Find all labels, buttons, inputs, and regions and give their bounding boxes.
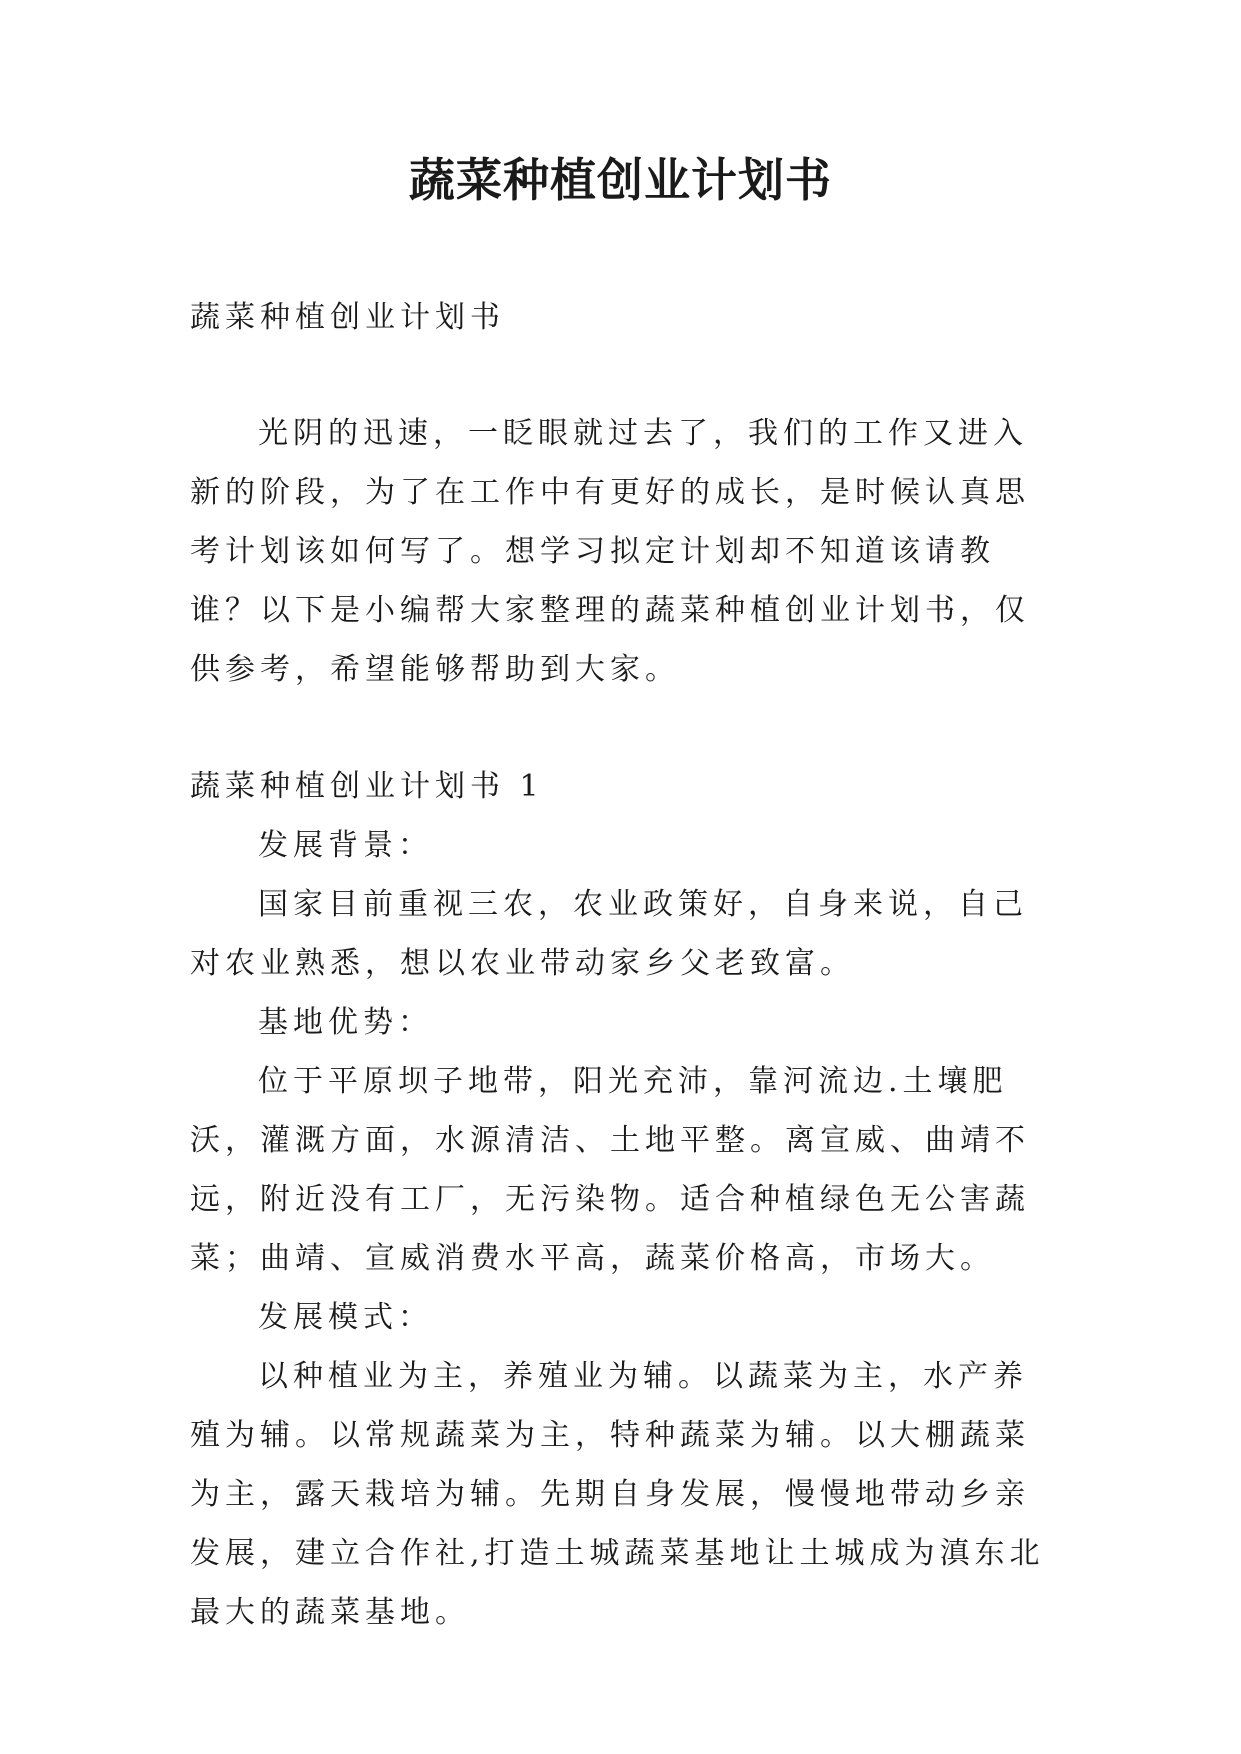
document-subtitle: 蔬菜种植创业计划书 — [190, 300, 505, 335]
paragraph-background-heading: 发展背景： — [258, 828, 433, 863]
section-title: 蔬菜种植创业计划书 1 — [190, 769, 544, 804]
intro-paragraph: 光阴的迅速，一眨眼就过去了，我们的工作又进入新的阶段，为了在工作中有更好的成长，是时候认真思考计划该如何写了。想学习拟定计划却不知道该请教谁？以下是小编帮大家整理的蔬菜种植创业计划书，仅供参考，希望能够帮助到大家。 — [190, 416, 1030, 687]
document-title: 蔬菜种植创业计划书 — [409, 153, 832, 207]
section-1 — [190, 757, 1060, 1642]
paragraph-model: 以种植业为主，养殖业为辅。以蔬菜为主，水产养殖为辅。以常规蔬菜为主，特种蔬菜为辅。以大棚蔬菜为主，露天栽培为辅。先期自身发展，慢慢地带动乡亲发展，建立合作社,打造土城蔬菜基地让土城成为滇东北最大的蔬菜基地。 — [190, 1359, 1045, 1630]
paragraph-model-heading: 发展模式： — [258, 1300, 433, 1335]
paragraph-advantage-heading: 基地优势： — [258, 1005, 433, 1040]
paragraph-background: 国家目前重视三农，农业政策好，自身来说，自己对农业熟悉，想以农业带动家乡父老致富。 — [190, 887, 1028, 981]
paragraph-advantage: 位于平原坝子地带，阳光充沛，靠河流边.土壤肥沃，灌溉方面，水源清洁、土地平整。离宣威、曲靖不远，附近没有工厂，无污染物。适合种植绿色无公害蔬菜；曲靖、宣威消费水平高，蔬菜价格高，市场大。 — [190, 1064, 1030, 1276]
